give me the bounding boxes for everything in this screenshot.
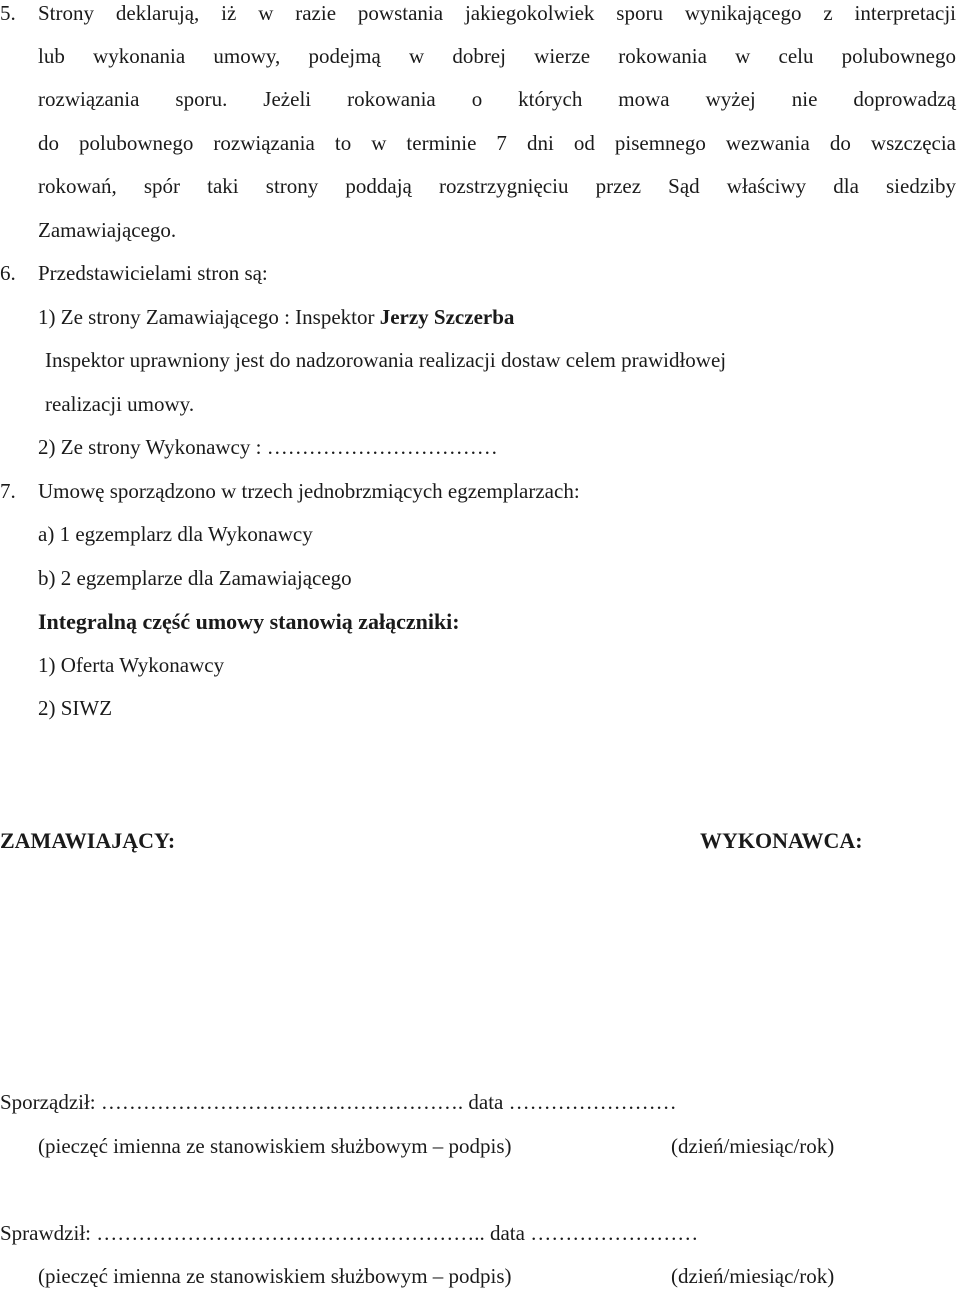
party-contractor: WYKONAWCA:	[700, 828, 863, 853]
section-5-line-6: Zamawiającego.	[38, 218, 177, 242]
section-7-item-a: a) 1 egzemplarz dla Wykonawcy	[38, 522, 313, 546]
checked-by-line: Sprawdził: ……………………………………………….. data ……………………	[0, 1221, 699, 1245]
section-6-item-1-desc-1: Inspektor uprawniony jest do nadzorowania realizacji dostaw celem prawidłowej	[45, 348, 727, 372]
attachment-item-2: 2) SIWZ	[38, 696, 113, 720]
section-6-number: 6.	[0, 261, 16, 285]
attachments-title: Integralną część umowy stanowią załączniki:	[38, 609, 460, 634]
checked-by-caption-left: (pieczęć imienna ze stanowiskiem służbowym – podpis)	[38, 1264, 512, 1288]
inspector-name: Jerzy Szczerba	[379, 305, 515, 329]
section-6-item-1	[38, 307, 514, 328]
section-5-line-5: rokowań, spór taki strony poddają rozstrzygnięciu przez Sąd właściwy dla siedziby	[38, 174, 956, 198]
party-ordering: ZAMAWIAJĄCY:	[0, 828, 176, 853]
prepared-by-caption-right: (dzień/miesiąc/rok)	[671, 1134, 835, 1158]
section-5-line-3: rozwiązania sporu. Jeżeli rokowania o których mowa wyżej nie doprowadzą	[38, 87, 956, 111]
section-5-line-4: do polubownego rozwiązania to w terminie 7 dni od pisemnego wezwania do wszczęcia	[38, 131, 956, 155]
checked-by-caption-right: (dzień/miesiąc/rok)	[671, 1264, 835, 1288]
attachment-item-1: 1) Oferta Wykonawcy	[38, 653, 225, 677]
section-7-number: 7.	[0, 479, 16, 503]
section-6-item-1-prefix: 1) Ze strony Zamawiającego : Inspektor	[38, 305, 380, 329]
prepared-by-caption-left: (pieczęć imienna ze stanowiskiem służbowym – podpis)	[38, 1134, 512, 1158]
section-7-item-b: b) 2 egzemplarze dla Zamawiającego	[38, 566, 352, 590]
prepared-by-line: Sporządził: ……………………………………………. data ……………………	[0, 1090, 677, 1114]
section-6-item-1-desc-2: realizacji umowy.	[45, 392, 195, 416]
section-5-line-2: lub wykonania umowy, podejmą w dobrej wierze rokowania w celu polubownego	[38, 44, 956, 68]
section-6-item-2: 2) Ze strony Wykonawcy : ……………………………	[38, 435, 498, 459]
section-5-number: 5.	[0, 1, 16, 25]
section-5-line-1: Strony deklarują, iż w razie powstania jakiegokolwiek sporu wynikającego z interpretacji	[38, 1, 956, 25]
section-7-title: Umowę sporządzono w trzech jednobrzmiących egzemplarzach:	[38, 479, 580, 503]
section-6-title: Przedstawicielami stron są:	[38, 261, 268, 285]
